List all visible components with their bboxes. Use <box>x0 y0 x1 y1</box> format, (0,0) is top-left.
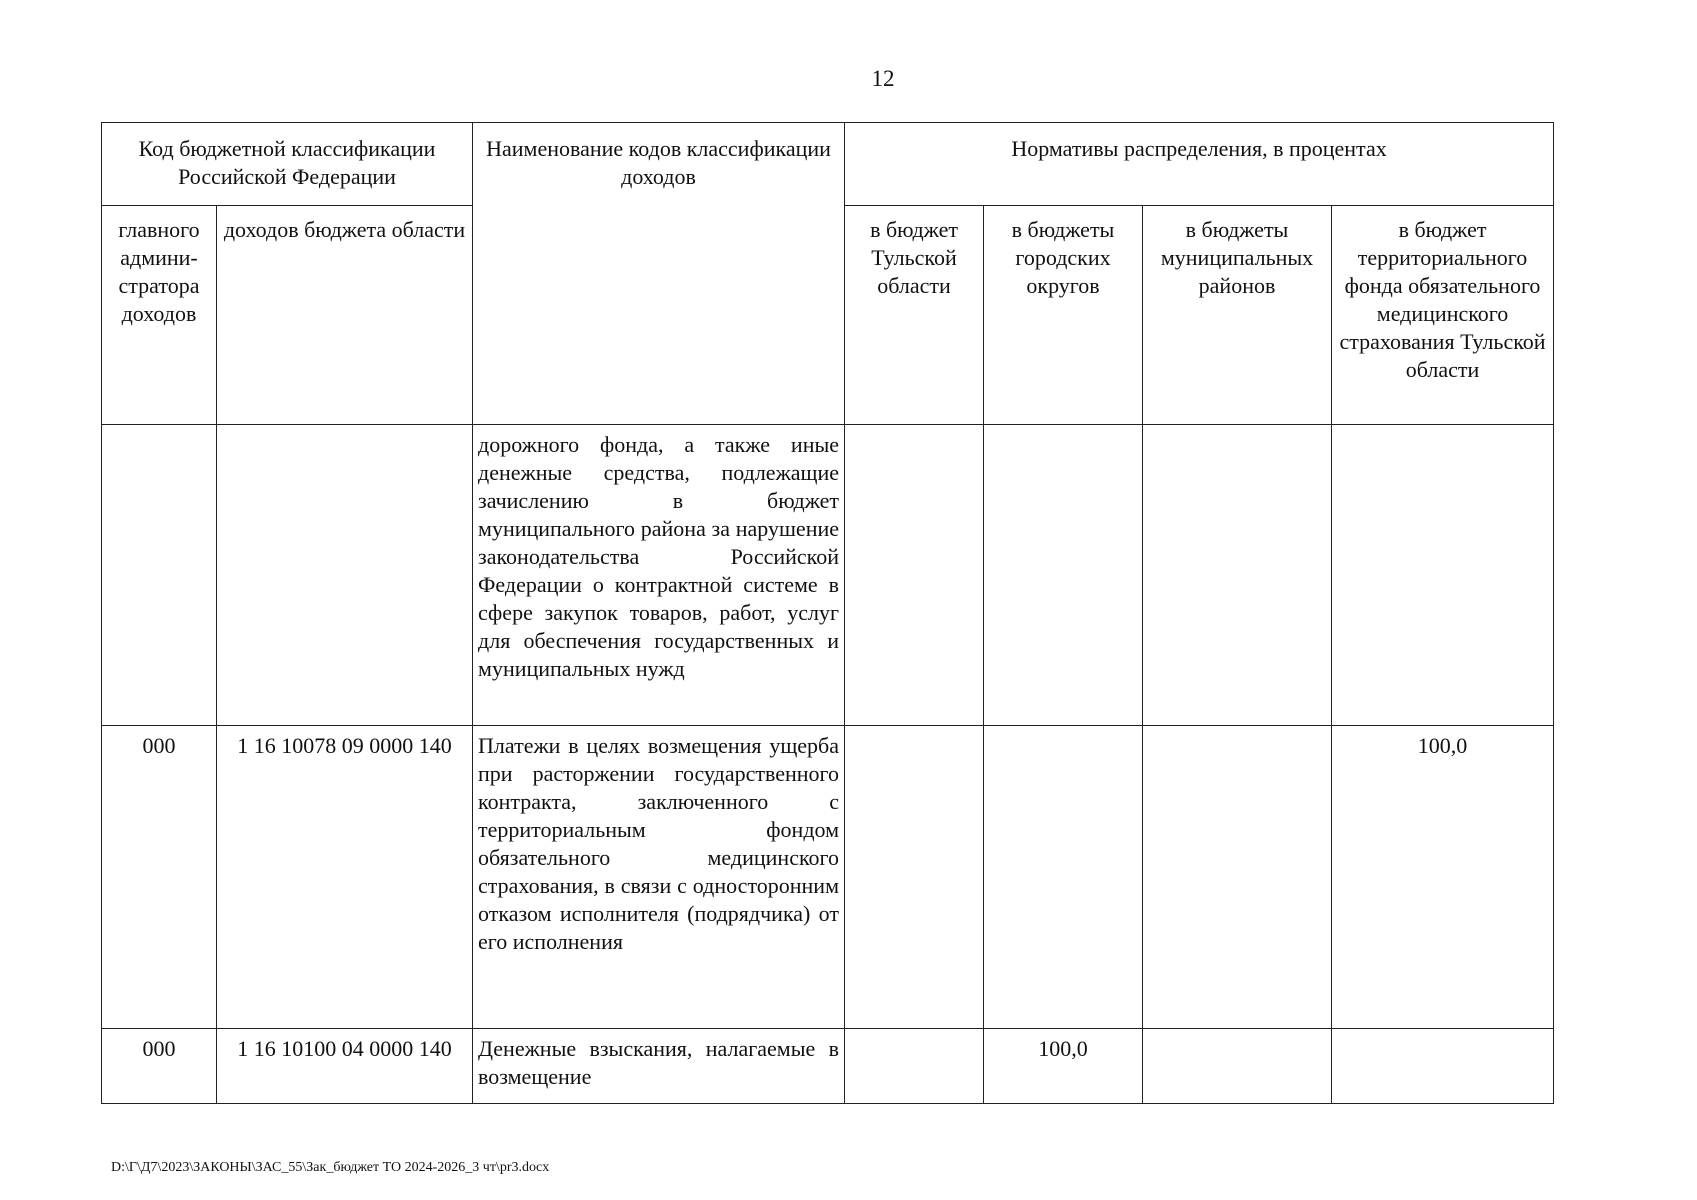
table-row <box>102 1029 1554 1104</box>
cell-municipal <box>1143 726 1332 1029</box>
header-tfoms-col: в бюджет территориального фонда обязательного медицинского страхования Тульской области <box>1332 206 1554 425</box>
cell-code: 1 16 10100 04 0000 140 <box>217 1029 473 1104</box>
cell-city: 100,0 <box>984 1029 1143 1104</box>
header-norms-group: Нормативы распределения, в процентах <box>845 123 1554 206</box>
footer-file-path: D:\Г\Д7\2023\ЗАКОНЫ\ЗАС_55\Зак_бюджет ТО 2024-2026_3 чт\pr3.docx <box>111 1160 550 1175</box>
header-tula-col: в бюджет Тульской области <box>845 206 984 425</box>
cell-name <box>473 1029 845 1104</box>
page-number: 12 <box>871 66 895 91</box>
table-row <box>102 726 1554 1029</box>
cell-city <box>984 425 1143 726</box>
header-municipal-col: в бюджеты муниципальных районов <box>1143 206 1332 425</box>
header-city-col: в бюджеты городских округов <box>984 206 1143 425</box>
cell-tfoms <box>1332 1029 1554 1104</box>
cell-code <box>217 425 473 726</box>
header-admin-col: главного админи-стратора доходов <box>102 206 217 425</box>
table-row <box>102 425 1554 726</box>
cell-tula <box>845 1029 984 1104</box>
header-row-top <box>102 123 1554 206</box>
cell-admin: 000 <box>102 726 217 1029</box>
cell-name: Платежи в целях возмещения ущерба при расторжении государственного контракта, заключенного с территориальным фондом обязательного медицинского страхования, в связи с односторонним отказом исполнителя (подрядчика) от его исполнения <box>473 726 845 1029</box>
cell-city <box>984 726 1143 1029</box>
cell-name-text: Денежные взыскания, налагаемые в возмещение <box>478 1036 840 1089</box>
cell-municipal <box>1143 1029 1332 1104</box>
cell-tfoms: 100,0 <box>1332 726 1554 1029</box>
header-name-col: Наименование кодов классификации доходов <box>473 123 845 425</box>
header-kbk-group: Код бюджетной классификации Российской Федерации <box>102 123 473 206</box>
cell-municipal <box>1143 425 1332 726</box>
budget-distribution-table <box>101 122 1554 1104</box>
cell-tula <box>845 425 984 726</box>
header-income-col: доходов бюджета области <box>217 206 473 425</box>
cell-code: 1 16 10078 09 0000 140 <box>217 726 473 1029</box>
cell-admin: 000 <box>102 1029 217 1104</box>
cell-tula <box>845 726 984 1029</box>
cell-tfoms <box>1332 425 1554 726</box>
cell-name: дорожного фонда, а также иные денежные средства, подлежащие зачислению в бюджет муниципального района за нарушение законодательства Российской Федерации о контрактной системе в сфере закупок товаров, работ, услуг для обеспечения государственных и муниципальных нужд <box>473 425 845 726</box>
cell-admin <box>102 425 217 726</box>
